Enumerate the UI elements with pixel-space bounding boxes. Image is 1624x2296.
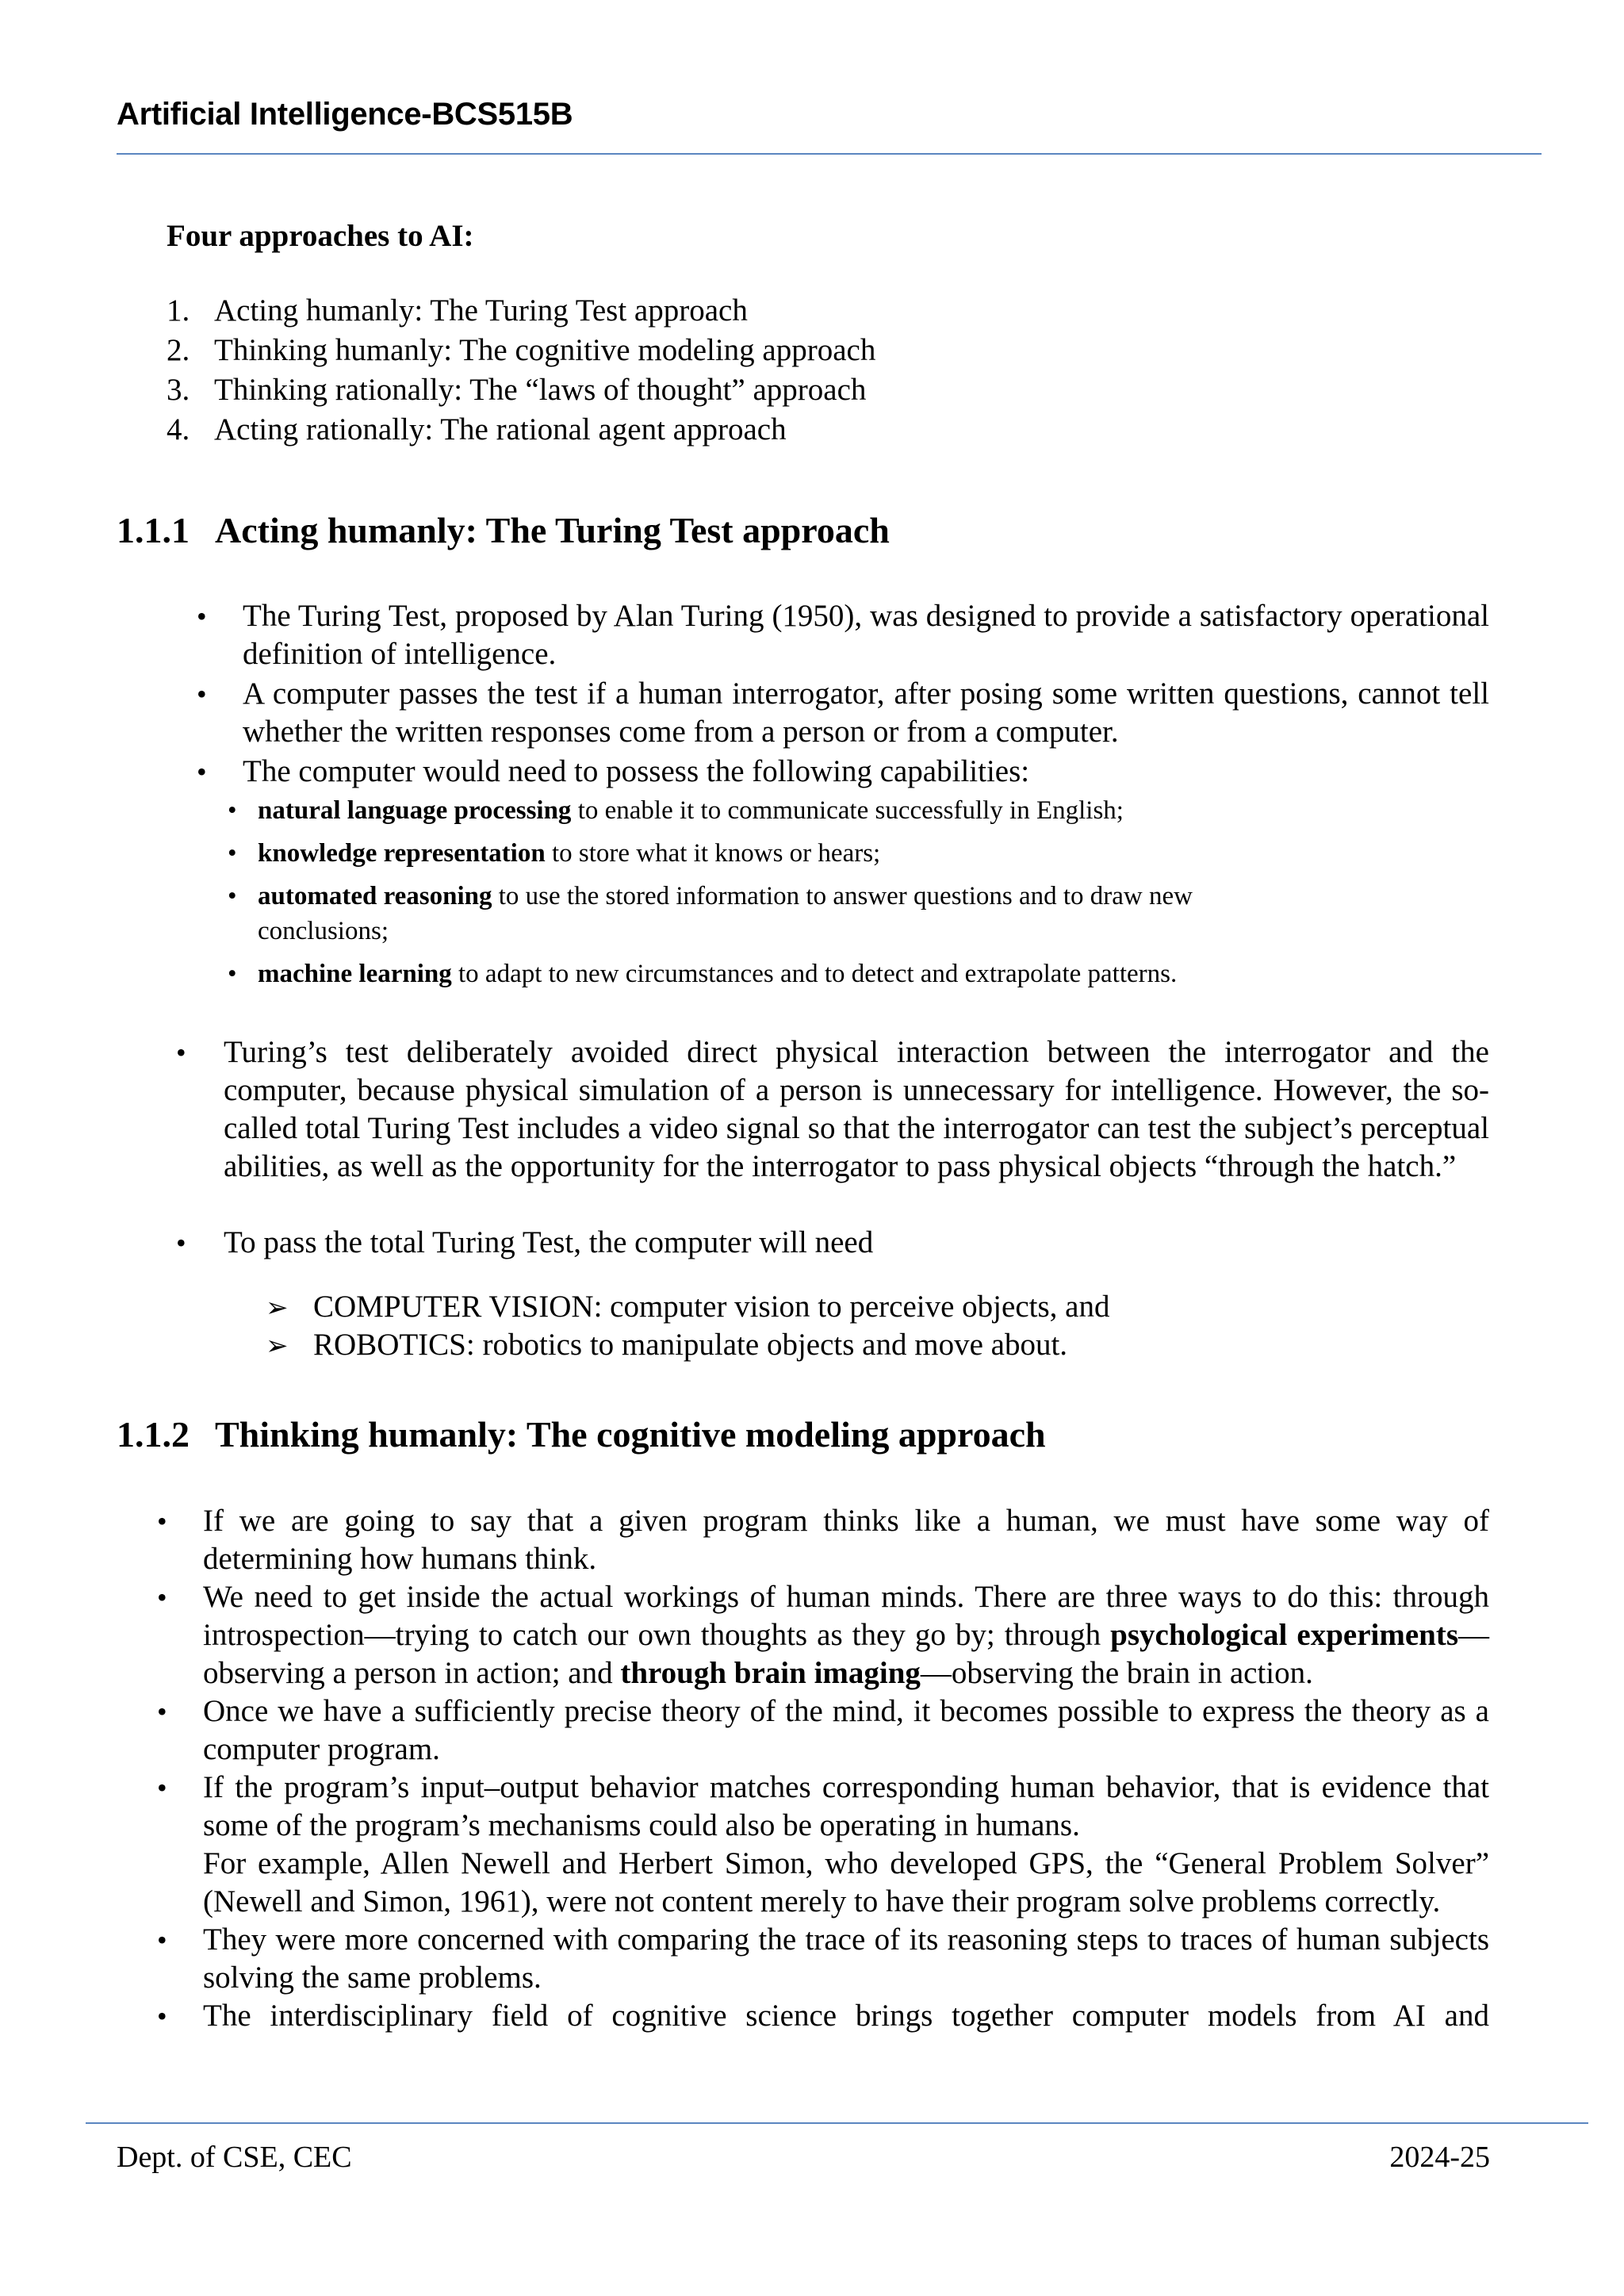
list-item: • If we are going to say that a given program thinks like a human, we must have some way of determining how humans think. (157, 1504, 1489, 1576)
list-item: • If the program’s input–output behavior matches corresponding human behavior, that is evidence that some of the program’s mechanisms could also be operating in humans. For example, Allen Newell and Herbert Simon, who developed GPS, the “General Problem Solver” (Newell and Simon, 1961), were not content merely to have their program solve problems correctly. (157, 1770, 1489, 1918)
section-heading-1-1-2: 1.1.2 Thinking humanly: The cognitive modeling approach (117, 1414, 1046, 1455)
list-item: • The computer would need to possess the following capabilities: (197, 754, 1030, 788)
list-item: 4. Acting rationally: The rational agent approach (167, 412, 787, 447)
list-item: ➢ COMPUTER VISION: computer vision to perceive objects, and (266, 1288, 1109, 1326)
section-heading-1-1-1: 1.1.1 Acting humanly: The Turing Test approach (117, 510, 890, 550)
list-item: • knowledge representation to store what it knows or hears; (228, 839, 881, 868)
footer-year: 2024-25 (1389, 2141, 1490, 2174)
approaches-list (167, 291, 875, 450)
list-item: ➢ ROBOTICS: robotics to manipulate objects and move about. (266, 1326, 1109, 1364)
arrow-bullet-icon: ➢ (266, 1332, 289, 1361)
capabilities-list (226, 793, 1273, 991)
header-rule (117, 153, 1542, 155)
list-item: 1. Acting humanly: The Turing Test approach (167, 293, 748, 328)
turing-bullets (197, 597, 1489, 791)
list-item: • machine learning to adapt to new circumstances and to detect and extrapolate patterns. (228, 960, 1178, 988)
list-item: • They were more concerned with comparing the trace of its reasoning steps to traces of human subjects solving the same problems. (157, 1922, 1489, 1995)
footer-department: Dept. of CSE, CEC (117, 2141, 352, 2174)
list-item: • The interdisciplinary field of cognitive science brings together computer models from AI and (157, 1999, 1489, 2033)
total-turing-bullets (176, 1033, 1489, 1262)
list-item: • Once we have a sufficiently precise theory of the mind, it becomes possible to express the theory as a computer program. (157, 1694, 1489, 1766)
list-item: • automated reasoning to use the stored information to answer questions and to draw new conclusions; (228, 882, 1193, 945)
list-item: • To pass the total Turing Test, the computer will need (176, 1225, 874, 1259)
list-item: 2. Thinking humanly: The cognitive modeling approach (167, 333, 876, 367)
list-item: • A computer passes the test if a human interrogator, after posing some written questions, cannot tell whether the written responses come from a person or from a computer. (197, 677, 1489, 749)
list-item: • Turing’s test deliberately avoided direct physical interaction between the interrogator and the computer, because physical simulation of a person is unnecessary for intelligence. However, the so-called total Turing Test includes a video signal so that the interrogator can test the subject’s perceptual abilities, as well as the opportunity for the interrogator to pass physical objects “through the hatch.” (176, 1035, 1489, 1183)
needs-list (266, 1288, 1109, 1364)
arrow-bullet-icon: ➢ (266, 1294, 289, 1323)
footer-rule (86, 2122, 1588, 2124)
cognitive-bullets (157, 1502, 1489, 2035)
list-item: 3. Thinking rationally: The “laws of thought” approach (167, 373, 867, 407)
intro-heading: Four approaches to AI: (167, 219, 474, 253)
list-item: • The Turing Test, proposed by Alan Turing (1950), was designed to provide a satisfactory operational definition of intelligence. (197, 599, 1489, 671)
list-item: • natural language processing to enable it to communicate successfully in English; (228, 796, 1124, 825)
list-item: • We need to get inside the actual workings of human minds. There are three ways to do this: through introspection—trying to catch our own thoughts as they go by; through psychological experiments—observing a person in action; and through brain imaging—observing the brain in action. (157, 1580, 1489, 1690)
header-title: Artificial Intelligence-BCS515B (117, 97, 573, 132)
